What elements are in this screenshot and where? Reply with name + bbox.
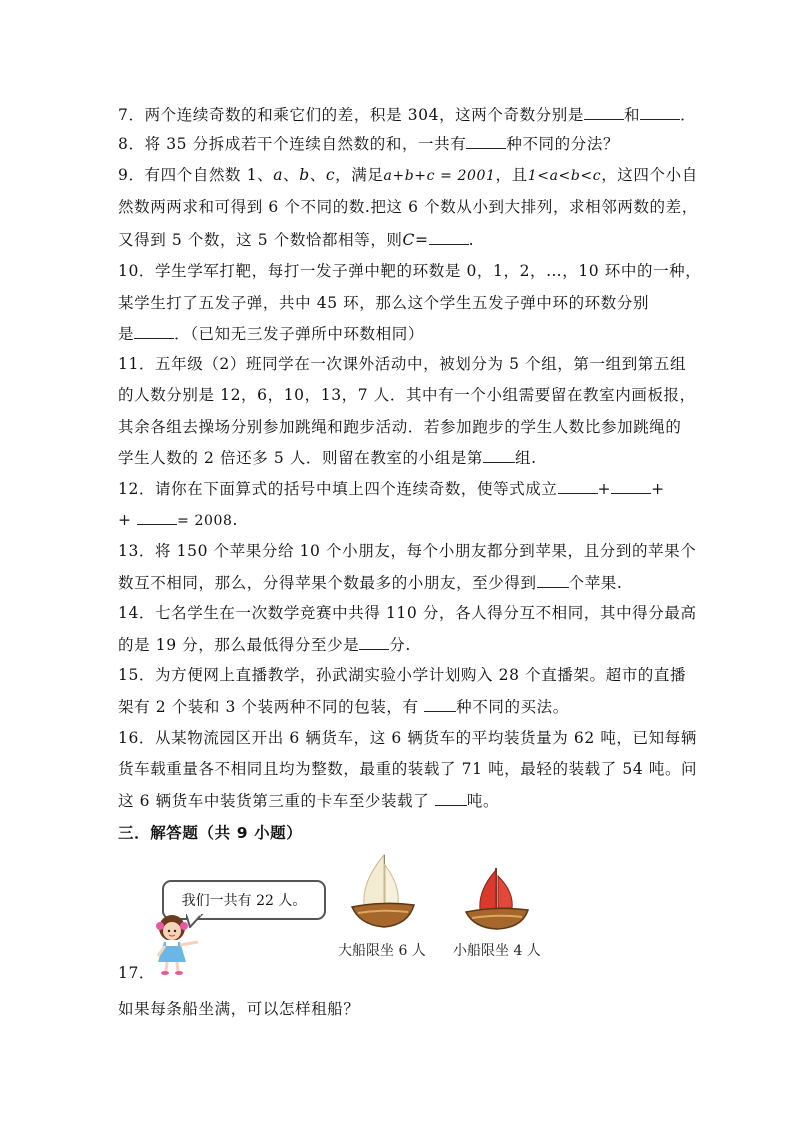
q12-line-1-text: 12．请你在下面算式的括号中填上四个连续奇数，使等式成立 xyxy=(118,480,558,498)
question-11-line-1 xyxy=(118,353,686,375)
q15-line-2-text-b: 种不同的买法。 xyxy=(456,698,569,716)
question-17-number xyxy=(118,962,155,984)
q9-sep-1: 、 xyxy=(283,166,300,184)
q9-text-c: ，且 xyxy=(495,166,528,184)
q14-blank[interactable] xyxy=(359,633,389,650)
q11-line-4-text-b: 组. xyxy=(515,449,537,467)
question-7 xyxy=(118,103,696,126)
section-title: 三．解答题（共 9 小题） xyxy=(118,824,303,842)
q9-line-2-text: 然数两两求和可得到 6 个不同的数.把这 6 个数从小到大排列，求相邻两数的差， xyxy=(118,198,698,216)
question-15-line-2 xyxy=(118,695,569,718)
question-16-line-2 xyxy=(118,758,697,780)
q9-var-c: c xyxy=(325,166,336,184)
q17-question-text: 如果每条船坐满，可以怎样租船？ xyxy=(118,1000,360,1018)
q9-line-3-text: 又得到 5 个数，这 5 个数恰都相等，则 xyxy=(118,231,403,249)
q8-number: 8． xyxy=(118,135,145,153)
question-10-line-1 xyxy=(118,260,701,282)
q17-number: 17． xyxy=(118,964,156,982)
q10-line-1-text: 10．学生学军打靶，每打一发子弹中靶的环数是 0，1，2，…，10 环中的一种， xyxy=(118,262,702,280)
q16-line-1-text: 16．从某物流园区开出 6 辆货车，这 6 辆货车的平均装货量为 62 吨，已知每辆 xyxy=(118,729,697,747)
q13-line-2-text-a: 数互不相同，那么，分得苹果个数最多的小朋友，至少得到 xyxy=(118,574,537,592)
question-14-line-1 xyxy=(118,602,697,624)
q12-equation: = 2008 xyxy=(177,513,233,529)
question-16-line-3 xyxy=(118,789,499,812)
q12-blank-3[interactable] xyxy=(137,508,177,525)
q7-and: 和 xyxy=(623,106,641,124)
q11-line-1-text: 11．五年级（2）班同学在一次课外活动中，被划分为 5 个组，第一组到第五组 xyxy=(118,355,687,373)
q11-line-4-text-a: 学生人数的 2 倍还多 5 人．则留在教室的小组是第 xyxy=(118,449,484,467)
q9-end: . xyxy=(468,231,475,249)
question-8 xyxy=(118,132,619,155)
question-15-line-1 xyxy=(118,664,686,686)
q14-line-1-text: 14．七名学生在一次数学竞赛中共得 110 分，各人得分互不相同，其中得分最高 xyxy=(118,604,697,622)
q9-inequality: 1<a<b<c xyxy=(527,168,602,184)
q16-line-3-text-b: 吨。 xyxy=(466,792,500,810)
q12-blank-2[interactable] xyxy=(611,477,651,494)
question-11-line-3 xyxy=(118,416,682,438)
q7-blank-1[interactable] xyxy=(584,103,624,120)
q7-number: 7． xyxy=(118,106,145,124)
small-boat-icon xyxy=(462,866,532,932)
question-9-line-1 xyxy=(118,164,698,187)
question-12-line-2 xyxy=(118,508,238,532)
question-17-text xyxy=(118,998,360,1020)
q9-sep-2: 、 xyxy=(309,166,326,184)
question-9-line-2 xyxy=(118,196,698,218)
q11-line-3-text: 其余各组去操场分别参加跳绳和跑步活动．若参加跑步的学生人数比参加跳绳的 xyxy=(118,418,682,436)
small-boat-caption: 小船限坐 4 人 xyxy=(453,943,541,959)
q11-line-2-text: 的人数分别是 12，6，10，13，7 人．其中有一个小组需要留在教室内画板报， xyxy=(118,386,696,404)
q9-blank[interactable] xyxy=(429,228,469,245)
q12-blank-1[interactable] xyxy=(558,477,598,494)
q10-line-3-text-b: ．（已知无三发子弹所中环数相同） xyxy=(174,325,424,343)
question-13-line-1 xyxy=(118,540,696,562)
q10-line-2-text: 某学生打了五发子弹，共中 45 环，那么这个学生五发子弹中环的环数分别 xyxy=(118,294,650,312)
question-9-line-3 xyxy=(118,228,474,251)
q8-text: 将 35 分拆成若干个连续自然数的和，一共有 xyxy=(144,135,467,153)
question-13-line-2 xyxy=(118,571,622,594)
question-12-line-1 xyxy=(118,477,665,500)
q16-line-2-text: 货车载重量各不相同且均为整数，最重的装载了 71 吨，最轻的装载了 54 吨。问 xyxy=(118,760,698,778)
q8-blank[interactable] xyxy=(466,132,506,149)
q7-text: 两个连续奇数的和乘它们的差，积是 304，这两个奇数分别是 xyxy=(144,106,584,124)
q15-blank[interactable] xyxy=(424,695,456,712)
q16-line-3-text-a: 这 6 辆货车中装货第三重的卡车至少装载了 xyxy=(118,792,435,810)
q7-end: ． xyxy=(680,106,697,124)
q9-var-a: a xyxy=(273,166,284,184)
q9-text-a: 9．有四个自然数 1、 xyxy=(118,166,274,184)
q9-text-d: ，这四个小自 xyxy=(601,166,698,184)
big-boat-icon xyxy=(348,851,418,931)
q13-line-2-text-b: 个苹果. xyxy=(568,574,623,592)
q9-equation: a+b+c = 2001 xyxy=(383,168,496,184)
girl-illustration xyxy=(150,912,206,976)
q16-blank[interactable] xyxy=(435,789,467,806)
q13-blank[interactable] xyxy=(537,571,569,588)
q9-equals: = xyxy=(415,231,429,249)
q12-end: . xyxy=(232,511,239,529)
question-16-line-1 xyxy=(118,727,697,749)
big-boat-caption: 大船限坐 6 人 xyxy=(338,943,426,959)
q15-line-2-text-a: 架有 2 个装和 3 个装两种不同的包装，有 xyxy=(118,698,425,716)
question-11-line-4 xyxy=(118,446,537,469)
q10-blank[interactable] xyxy=(134,322,174,339)
q13-line-1-text: 13．将 150 个苹果分给 10 个小朋友，每个小朋友都分到苹果，且分到的苹果个 xyxy=(118,542,697,560)
q10-line-3-text-a: 是 xyxy=(118,325,135,343)
q9-var-b: b xyxy=(299,166,310,184)
q14-line-2-text-b: 分. xyxy=(389,636,411,654)
q15-line-1-text: 15．为方便网上直播教学，孙武湖实验小学计划购入 28 个直播架。超市的直播 xyxy=(118,666,687,684)
q14-line-2-text-a: 的是 19 分，那么最低得分至少是 xyxy=(118,636,360,654)
q12-plus-1: + xyxy=(597,480,612,498)
question-10-line-2 xyxy=(118,292,649,314)
speech-bubble-text: 我们一共有 22 人。 xyxy=(181,893,307,909)
question-11-line-2 xyxy=(118,384,696,406)
q12-plus-3: + xyxy=(118,511,132,529)
q9-var-C: C xyxy=(402,231,416,249)
q8-end: 种不同的分法？ xyxy=(506,135,620,153)
q7-blank-2[interactable] xyxy=(640,103,680,120)
q11-blank[interactable] xyxy=(483,446,515,463)
q9-text-b: ，满足 xyxy=(335,166,384,184)
question-14-line-2 xyxy=(118,633,411,656)
question-10-line-3 xyxy=(118,322,424,345)
q12-plus-2: + xyxy=(651,480,665,498)
